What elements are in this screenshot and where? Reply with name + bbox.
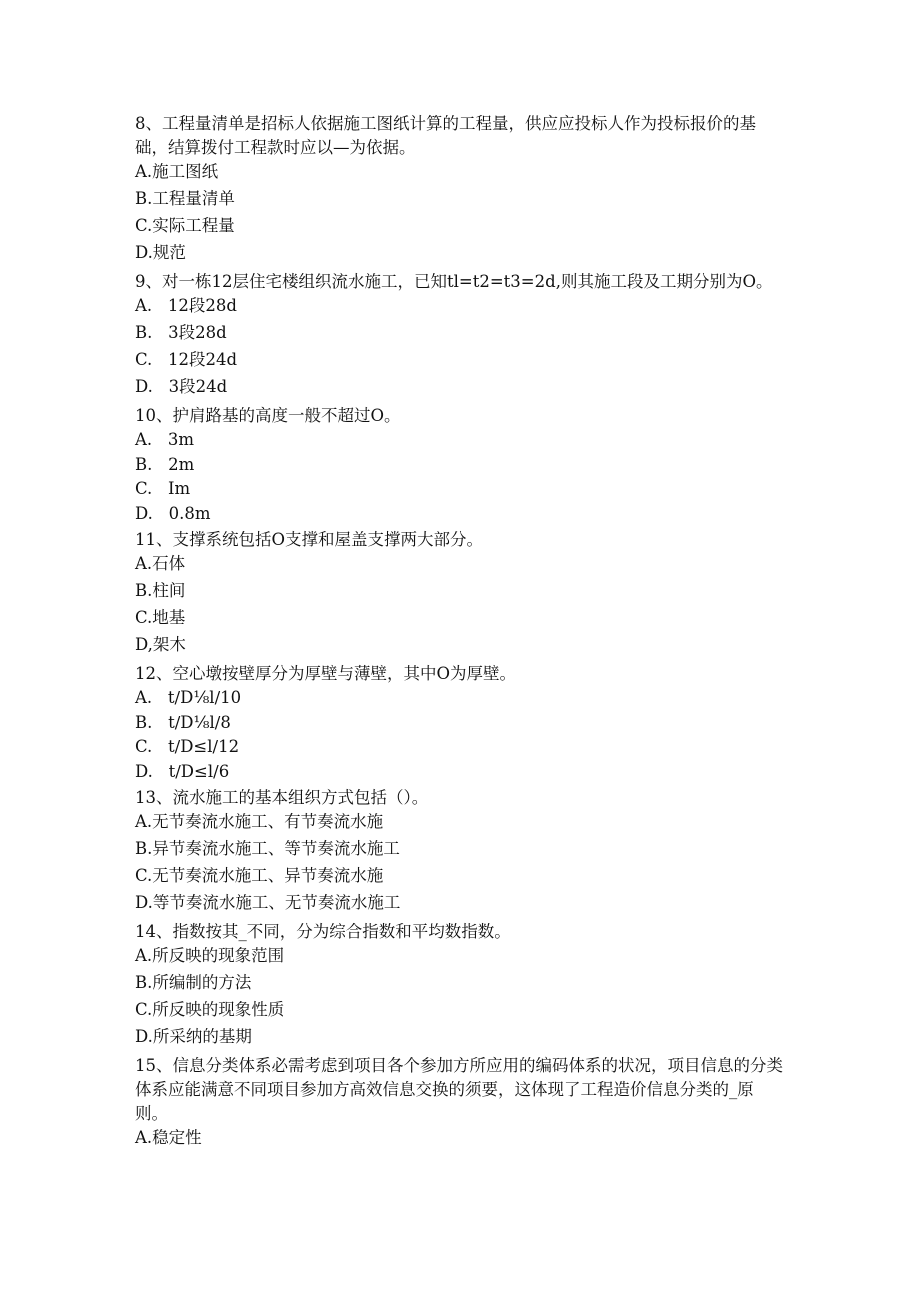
question-15 — [135, 1052, 785, 1150]
option-d: D.等节奏流水施工、无节奏流水施工 — [135, 893, 401, 912]
option-c: C. t∕D≤l∕12 — [135, 737, 240, 756]
option-b: B. 2m — [135, 454, 195, 474]
option-d: D,架木 — [135, 635, 186, 654]
question-11 — [135, 526, 785, 657]
option-c: C.无节奏流水施工、异节奏流水施 — [135, 866, 384, 885]
option-b: B.工程量清单 — [135, 189, 235, 208]
question-14 — [135, 918, 785, 1049]
option-c: C.所反映的现象性质 — [135, 1000, 285, 1019]
option-c: C.地基 — [135, 608, 186, 627]
question-stem: 9、对一栋12层住宅楼组织流水施工，已知tl=t2=t3=2d,则其施工段及工期分别为O。 — [135, 272, 773, 291]
question-stem: 10、护肩路基的高度一般不超过O。 — [135, 406, 401, 425]
option-a: A. 3m — [135, 430, 195, 449]
option-d: D. t∕D≤l∕6 — [135, 761, 230, 781]
question-stem: 15、信息分类体系必需考虑到项目各个参加方所应用的编码体系的状况，项目信息的分类体系应能满意不同项目参加方高效信息交换的须要，这体现了工程造价信息分类的_原则。 — [135, 1056, 783, 1123]
question-stem: 12、空心墩按壁厚分为厚壁与薄壁，其中O为厚壁。 — [135, 664, 517, 683]
option-b: B. t∕D⅛l∕8 — [135, 712, 231, 732]
option-a: A. t∕D⅛l∕10 — [135, 688, 242, 707]
option-b: B.异节奏流水施工、等节奏流水施工 — [135, 839, 400, 858]
option-c: C.实际工程量 — [135, 216, 235, 235]
question-9 — [135, 268, 785, 399]
option-d: D.规范 — [135, 243, 186, 262]
question-12 — [135, 660, 785, 784]
question-stem: 11、支撑系统包括O支撑和屋盖支撑两大部分。 — [135, 530, 484, 549]
option-a: A.施工图纸 — [135, 162, 219, 181]
question-8 — [135, 110, 785, 265]
question-stem: 8、工程量清单是招标人依据施工图纸计算的工程量，供应应投标人作为投标报价的基础，结算拨付工程款时应以—为依据。 — [135, 114, 756, 157]
option-c: C. 12段24d — [135, 350, 238, 369]
option-b: B.柱间 — [135, 581, 186, 600]
option-b: B.所编制的方法 — [135, 973, 252, 992]
question-13 — [135, 784, 785, 915]
option-a: A. 12段28d — [135, 296, 237, 315]
option-a: A.无节奏流水施工、有节奏流水施 — [135, 812, 384, 831]
question-10 — [135, 402, 785, 526]
question-list — [135, 110, 785, 1153]
option-d: D.所采纳的基期 — [135, 1027, 252, 1046]
option-a: A.所反映的现象范围 — [135, 946, 285, 965]
question-stem: 14、指数按其_不同，分为综合指数和平均数指数。 — [135, 922, 511, 941]
option-a: A.稳定性 — [135, 1128, 202, 1147]
option-b: B. 3段28d — [135, 323, 227, 342]
option-d: D. 3段24d — [135, 377, 228, 396]
option-d: D. 0.8m — [135, 503, 211, 523]
question-stem: 13、流水施工的基本组织方式包括（）。 — [135, 788, 429, 807]
option-a: A.石体 — [135, 554, 186, 573]
option-c: C. Im — [135, 479, 191, 498]
